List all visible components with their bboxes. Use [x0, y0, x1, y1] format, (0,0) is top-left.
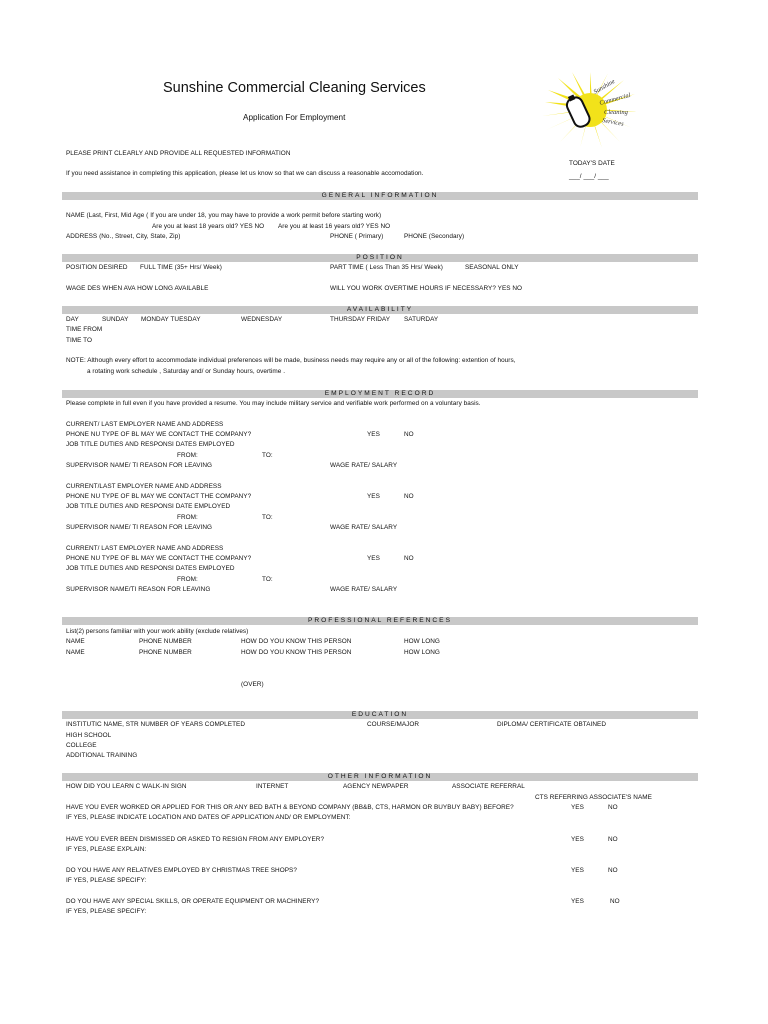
day-label: DAY	[66, 316, 79, 323]
question-1-no[interactable]: NO	[608, 804, 618, 811]
assistance-note: If you need assistance in completing this application, please let us know so that we can discuss a reasonable accomodation.	[66, 170, 424, 177]
employer-3-to: TO:	[262, 576, 273, 583]
logo-text-3: Cleaning	[604, 109, 628, 116]
question-4-yes[interactable]: YES	[571, 898, 584, 905]
employer-3-wage: WAGE RATE/ SALARY	[330, 586, 398, 593]
employer-3-yes[interactable]: YES	[367, 555, 380, 562]
employer-3-name: CURRENT/ LAST EMPLOYER NAME AND ADDRESS	[66, 545, 224, 552]
question-4-no[interactable]: NO	[610, 898, 620, 905]
employer-3-supervisor: SUPERVISOR NAME/TI REASON FOR LEAVING	[66, 586, 211, 593]
employer-2-name: CURRENT/LAST EMPLOYER NAME AND ADDRESS	[66, 483, 222, 490]
company-title: Sunshine Commercial Cleaning Services	[163, 80, 426, 96]
section-availability-label: AVAILABILITY	[346, 306, 414, 313]
question-2-no[interactable]: NO	[608, 836, 618, 843]
employer-3-phone: PHONE NU TYPE OF BL MAY WE CONTACT THE COMPANY?	[66, 555, 252, 562]
section-employment-label: EMPLOYMENT RECORD	[324, 390, 436, 397]
section-other-information	[62, 773, 698, 781]
employer-2-job: JOB TITLE DUTIES AND RESPONSI DATE EMPLOYED	[66, 503, 231, 510]
address-field-label: ADDRESS (No., Street, City, State, Zip)	[66, 233, 181, 240]
reference-1-how: HOW DO YOU KNOW THIS PERSON	[241, 638, 352, 645]
education-additional: ADDITIONAL TRAINING	[66, 752, 138, 759]
employer-2-to: TO:	[262, 514, 273, 521]
part-time-option[interactable]: PART TIME ( Less Than 35 Hrs/ Week)	[330, 264, 443, 271]
education-diploma-header: DIPLOMA/ CERTIFICATE OBTAINED	[497, 721, 607, 728]
age18-question: Are you at least 18 years old? YES NO	[152, 223, 265, 230]
question-1-yes[interactable]: YES	[571, 804, 584, 811]
logo-text-2: Commercial	[598, 91, 632, 107]
reference-2-how: HOW DO YOU KNOW THIS PERSON	[241, 649, 352, 656]
form-title: Application For Employment	[243, 113, 346, 122]
reference-1-phone: PHONE NUMBER	[139, 638, 192, 645]
saturday-label: SATURDAY	[404, 316, 439, 323]
name-field-label: NAME (Last, First, Mid Age ( If you are under 18, you may have to provide a work permit before starting work)	[66, 212, 382, 219]
question-3-yes[interactable]: YES	[571, 867, 584, 874]
employer-2-phone: PHONE NU TYPE OF BL MAY WE CONTACT THE COMPANY?	[66, 493, 252, 500]
education-course-header: COURSE/MAJOR	[367, 721, 420, 728]
employer-1-to: TO:	[262, 452, 273, 459]
availability-note-1: NOTE: Although every effort to accommodate individual preferences will be made, business needs may require any or all of the following: extention of hours,	[66, 357, 516, 364]
question-4: DO YOU HAVE ANY SPECIAL SKILLS, OR OPERATE EQUIPMENT OR MACHINERY?	[66, 898, 320, 905]
question-2-followup: IF YES, PLEASE EXPLAIN:	[66, 846, 147, 853]
question-3: DO YOU HAVE ANY RELATIVES EMPLOYED BY CHRISTMAS TREE SHOPS?	[66, 867, 297, 874]
employer-2-yes[interactable]: YES	[367, 493, 380, 500]
availability-note-2: a rotating work schedule , Saturday and/ or Sunday hours, overtime .	[87, 368, 286, 375]
reference-1-long: HOW LONG	[404, 638, 440, 645]
section-general-information	[62, 192, 698, 200]
education-college: COLLEGE	[66, 742, 97, 749]
section-general-label: GENERAL INFORMATION	[321, 192, 439, 199]
phone-secondary-label: PHONE (Secondary)	[404, 233, 465, 240]
question-1: HAVE YOU EVER WORKED OR APPLIED FOR THIS OR ANY BED BATH & BEYOND COMPANY (BB&B, CTS, HARMON OR BUYBUY BABY) BEFORE?	[66, 804, 514, 811]
employer-2-wage: WAGE RATE/ SALARY	[330, 524, 398, 531]
over-note: (OVER)	[241, 681, 264, 688]
cts-referring-name-label: CTS REFERRING ASSOCIATE'S NAME	[535, 794, 652, 801]
time-to-label: TIME TO	[66, 337, 93, 344]
section-other-label: OTHER INFORMATION	[327, 773, 433, 780]
age16-question: Are you at least 16 years old? YES NO	[278, 223, 391, 230]
sunshine-logo-icon	[540, 72, 640, 148]
reference-2-name: NAME	[66, 649, 85, 656]
source-agency-newspaper[interactable]: AGENCY NEWPAPER	[343, 783, 409, 790]
todays-date-field[interactable]: ___/ ___/ ___	[569, 173, 609, 180]
education-high-school: HIGH SCHOOL	[66, 732, 112, 739]
employer-1-no[interactable]: NO	[404, 431, 414, 438]
reference-1-name: NAME	[66, 638, 85, 645]
employer-1-job: JOB TITLE DUTIES AND RESPONSI DATES EMPLOYED	[66, 441, 235, 448]
employer-3-job: JOB TITLE DUTIES AND RESPONSI DATES EMPLOYED	[66, 565, 235, 572]
print-clearly-note: PLEASE PRINT CLEARLY AND PROVIDE ALL REQUESTED INFORMATION	[66, 150, 291, 157]
question-3-followup: IF YES, PLEASE SPECIFY:	[66, 877, 147, 884]
question-2: HAVE YOU EVER BEEN DISMISSED OR ASKED TO RESIGN FROM ANY EMPLOYER?	[66, 836, 325, 843]
reference-2-long: HOW LONG	[404, 649, 440, 656]
employer-1-name: CURRENT/ LAST EMPLOYER NAME AND ADDRESS	[66, 421, 224, 428]
logo-text-4: Services	[601, 117, 625, 128]
section-position	[62, 254, 698, 262]
question-3-no[interactable]: NO	[608, 867, 618, 874]
section-availability	[62, 306, 698, 314]
logo-text-1: Sunshine	[592, 77, 617, 96]
section-position-label: POSITION	[356, 254, 404, 261]
sunday-label: SUNDAY	[102, 316, 129, 323]
employer-3-from: FROM:	[177, 576, 198, 583]
source-internet[interactable]: INTERNET	[256, 783, 289, 790]
question-4-followup: IF YES, PLEASE SPECIFY:	[66, 908, 147, 915]
wednesday-label: WEDNESDAY	[241, 316, 283, 323]
question-2-yes[interactable]: YES	[571, 836, 584, 843]
references-intro: List(2) persons familiar with your work ability (exclude relatives)	[66, 628, 249, 635]
seasonal-option[interactable]: SEASONAL ONLY	[465, 264, 519, 271]
how-learn-label: HOW DID YOU LEARN C WALK-IN SIGN	[66, 783, 187, 790]
section-professional-references	[62, 617, 698, 625]
section-education	[62, 711, 698, 719]
source-associate-referral[interactable]: ASSOCIATE REFERRAL	[452, 783, 525, 790]
reference-2-phone: PHONE NUMBER	[139, 649, 192, 656]
employer-2-no[interactable]: NO	[404, 493, 414, 500]
section-education-label: EDUCATION	[351, 711, 409, 718]
section-references-label: PROFESSIONAL REFERENCES	[308, 617, 452, 624]
employer-2-supervisor: SUPERVISOR NAME/ TI REASON FOR LEAVING	[66, 524, 213, 531]
education-institution-header: INSTITUTIC NAME, STR NUMBER OF YEARS COMPLETED	[66, 721, 246, 728]
mon-tue-label: MONDAY TUESDAY	[141, 316, 201, 323]
question-1-followup: IF YES, PLEASE INDICATE LOCATION AND DATES OF APPLICATION AND/ OR EMPLOYMENT:	[66, 814, 351, 821]
section-employment-record	[62, 390, 698, 398]
employer-1-supervisor: SUPERVISOR NAME/ TI REASON FOR LEAVING	[66, 462, 213, 469]
wage-desired-label: WAGE DES WHEN AVA HOW LONG AVAILABLE	[66, 285, 209, 292]
overtime-question: WILL YOU WORK OVERTIME HOURS IF NECESSARY? YES NO	[330, 285, 523, 292]
position-desired-label: POSITION DESIRED	[66, 264, 128, 271]
employer-1-wage: WAGE RATE/ SALARY	[330, 462, 398, 469]
full-time-option[interactable]: FULL TIME (35+ Hrs/ Week)	[140, 264, 222, 271]
employer-1-yes[interactable]: YES	[367, 431, 380, 438]
employment-intro: Please complete in full even if you have provided a resume. You may include military service and verifiable work performed on a voluntary basis.	[66, 400, 481, 407]
todays-date-label: TODAY'S DATE	[569, 160, 615, 167]
employer-1-from: FROM:	[177, 452, 198, 459]
employer-3-no[interactable]: NO	[404, 555, 414, 562]
time-from-label: TIME FROM	[66, 326, 103, 333]
employer-2-from: FROM:	[177, 514, 198, 521]
employer-1-phone: PHONE NU TYPE OF BL MAY WE CONTACT THE COMPANY?	[66, 431, 252, 438]
thu-fri-label: THURSDAY FRIDAY	[330, 316, 391, 323]
phone-primary-label: PHONE ( Primary)	[330, 233, 384, 240]
